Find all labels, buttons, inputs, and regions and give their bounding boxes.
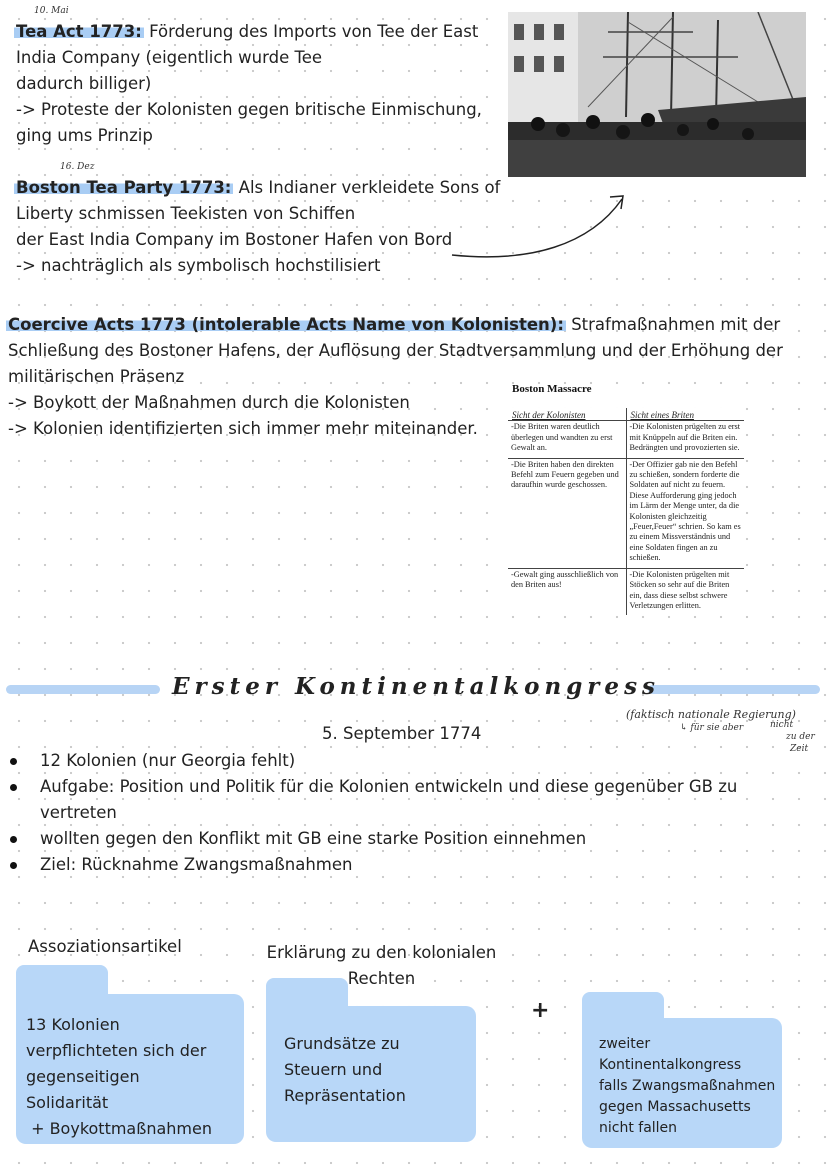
tea-party-term: Boston Tea Party 1773: <box>16 178 232 197</box>
folder-line: verpflichteten sich der <box>26 1041 207 1060</box>
table-row <box>508 458 744 568</box>
folder-line: Steuern und <box>284 1060 383 1079</box>
tea-act-line: -> Proteste der Kolonisten gegen britische Einmischung, <box>16 100 482 119</box>
list-item: wollten gegen den Konflikt mit GB eine starke Position einnehmen <box>0 826 780 852</box>
table-row <box>508 421 744 458</box>
coercive-line: Schließung des Bostoner Hafens, der Auflösung der Stadtversammlung und der Erhöhung der <box>8 341 783 360</box>
coercive-line: -> Boykott der Maßnahmen durch die Kolonisten <box>8 393 410 412</box>
table-header: Sicht der Kolonisten <box>512 410 586 420</box>
coercive-line: Strafmaßnahmen mit der <box>571 315 781 334</box>
heading-band-left <box>6 685 160 694</box>
side-note: (faktisch nationale Regierung) <box>626 708 796 721</box>
folder-a-label: Assoziationsartikel <box>28 937 182 956</box>
tea-act-line: India Company (eigentlich wurde Tee <box>16 48 323 67</box>
side-note: Zeit <box>790 744 809 754</box>
list-item: Aufgabe: Position und Politik für die Kolonien entwickeln und diese gegenüber GB zu vertreten <box>0 774 780 826</box>
folder-line: Repräsentation <box>284 1086 406 1105</box>
table-row <box>508 568 744 615</box>
folder-b-label-line: Erklärung zu den kolonialen <box>266 943 497 962</box>
table-cell: -Die Kolonisten prügelten zu erst mit Knüppeln auf die Briten ein. Bedrängten und provozierten sie. <box>626 421 744 458</box>
coercive-line: -> Kolonien identifizierten sich immer mehr miteinander. <box>8 419 478 438</box>
table-cell: -Der Offizier gab nie den Befehl zu schießen, sondern forderte die Soldaten auf nicht zu feuern. Diese Aufforderung ging jedoch im Lärm der Menge unter, da die Kolonisten gleichzeitig „Feuer,Feuer“ schrien. So kam es zu einem Missverständnis und eine Soldaten fingen an zu schießen. <box>626 458 744 568</box>
table-cell: -Die Kolonisten prügelten mit Stöcken so sehr auf die Briten ein, dass diese selbst schwere Verletzungen erlitten. <box>626 568 744 615</box>
massacre-table <box>508 408 744 615</box>
tea-act-line: ging ums Prinzip <box>16 126 153 145</box>
folder-line: nicht fallen <box>599 1120 678 1136</box>
folder-line: zweiter <box>599 1036 651 1052</box>
section-heading: Erster Kontinentalkongress <box>172 673 660 700</box>
folder-b-label-line: Rechten <box>347 969 416 988</box>
tea-act-term: Tea Act 1773: <box>16 22 142 41</box>
massacre-title: Boston Massacre <box>512 383 592 395</box>
folder-line: gegenseitigen <box>26 1067 140 1086</box>
plus-sign: + <box>531 998 550 1023</box>
folder-line: Kontinentalkongress <box>599 1057 742 1073</box>
list-item: Ziel: Rücknahme Zwangsmaßnahmen <box>0 852 780 878</box>
table-cell: -Die Briten haben den direkten Befehl zum Feuern gegeben und daraufhin wurde geschossen. <box>508 458 626 568</box>
side-note: zu der <box>786 732 815 742</box>
tea-party-line: Als Indianer verkleidete Sons of <box>238 178 501 197</box>
folder-line: falls Zwangsmaßnahmen <box>599 1078 776 1094</box>
coercive-line: militärischen Präsenz <box>8 367 185 386</box>
boston-tea-party-image <box>508 12 806 177</box>
table-cell: -Gewalt ging ausschließlich von den Briten aus! <box>508 568 626 615</box>
list-item: 12 Kolonien (nur Georgia fehlt) <box>0 748 780 774</box>
tea-party-line: Liberty schmissen Teekisten von Schiffen <box>16 204 356 223</box>
side-note: nicht <box>770 720 794 730</box>
tea-act-line: dadurch billiger) <box>16 74 152 93</box>
date-note-tea-party: 16. Dez <box>60 162 95 172</box>
congress-bullet-list <box>0 748 780 878</box>
folder-b-content <box>284 1031 469 1109</box>
table-cell: -Die Briten waren deutlich überlegen und wandten zu erst Gewalt an. <box>508 421 626 458</box>
tea-party-line: der East India Company im Bostoner Hafen von Bord <box>16 230 453 249</box>
coercive-acts-term: Coercive Acts 1773 (intolerable Acts Name von Kolonisten): <box>8 315 564 334</box>
date-note-tea-act: 10. Mai <box>34 6 69 16</box>
folder-line: Grundsätze zu <box>284 1034 400 1053</box>
table-header: Sicht eines Briten <box>626 408 744 421</box>
congress-date: 5. September 1774 <box>322 724 482 743</box>
folder-c-content <box>599 1034 779 1139</box>
folder-line: gegen Massachusetts <box>599 1099 751 1115</box>
tea-act-block <box>16 19 506 149</box>
curved-arrow-icon <box>440 185 640 265</box>
folder-line: 13 Kolonien <box>26 1015 120 1034</box>
heading-band-right <box>648 685 820 694</box>
tea-party-line: -> nachträglich als symbolisch hochstilisiert <box>16 256 381 275</box>
folder-a-content <box>26 1012 241 1142</box>
folder-line: Solidarität <box>26 1093 109 1112</box>
tea-act-line: Förderung des Imports von Tee der East <box>149 22 479 41</box>
folder-line: + Boykottmaßnahmen <box>26 1119 212 1138</box>
side-note: ↳ für sie aber <box>680 723 744 733</box>
harbor-illustration <box>508 12 806 177</box>
